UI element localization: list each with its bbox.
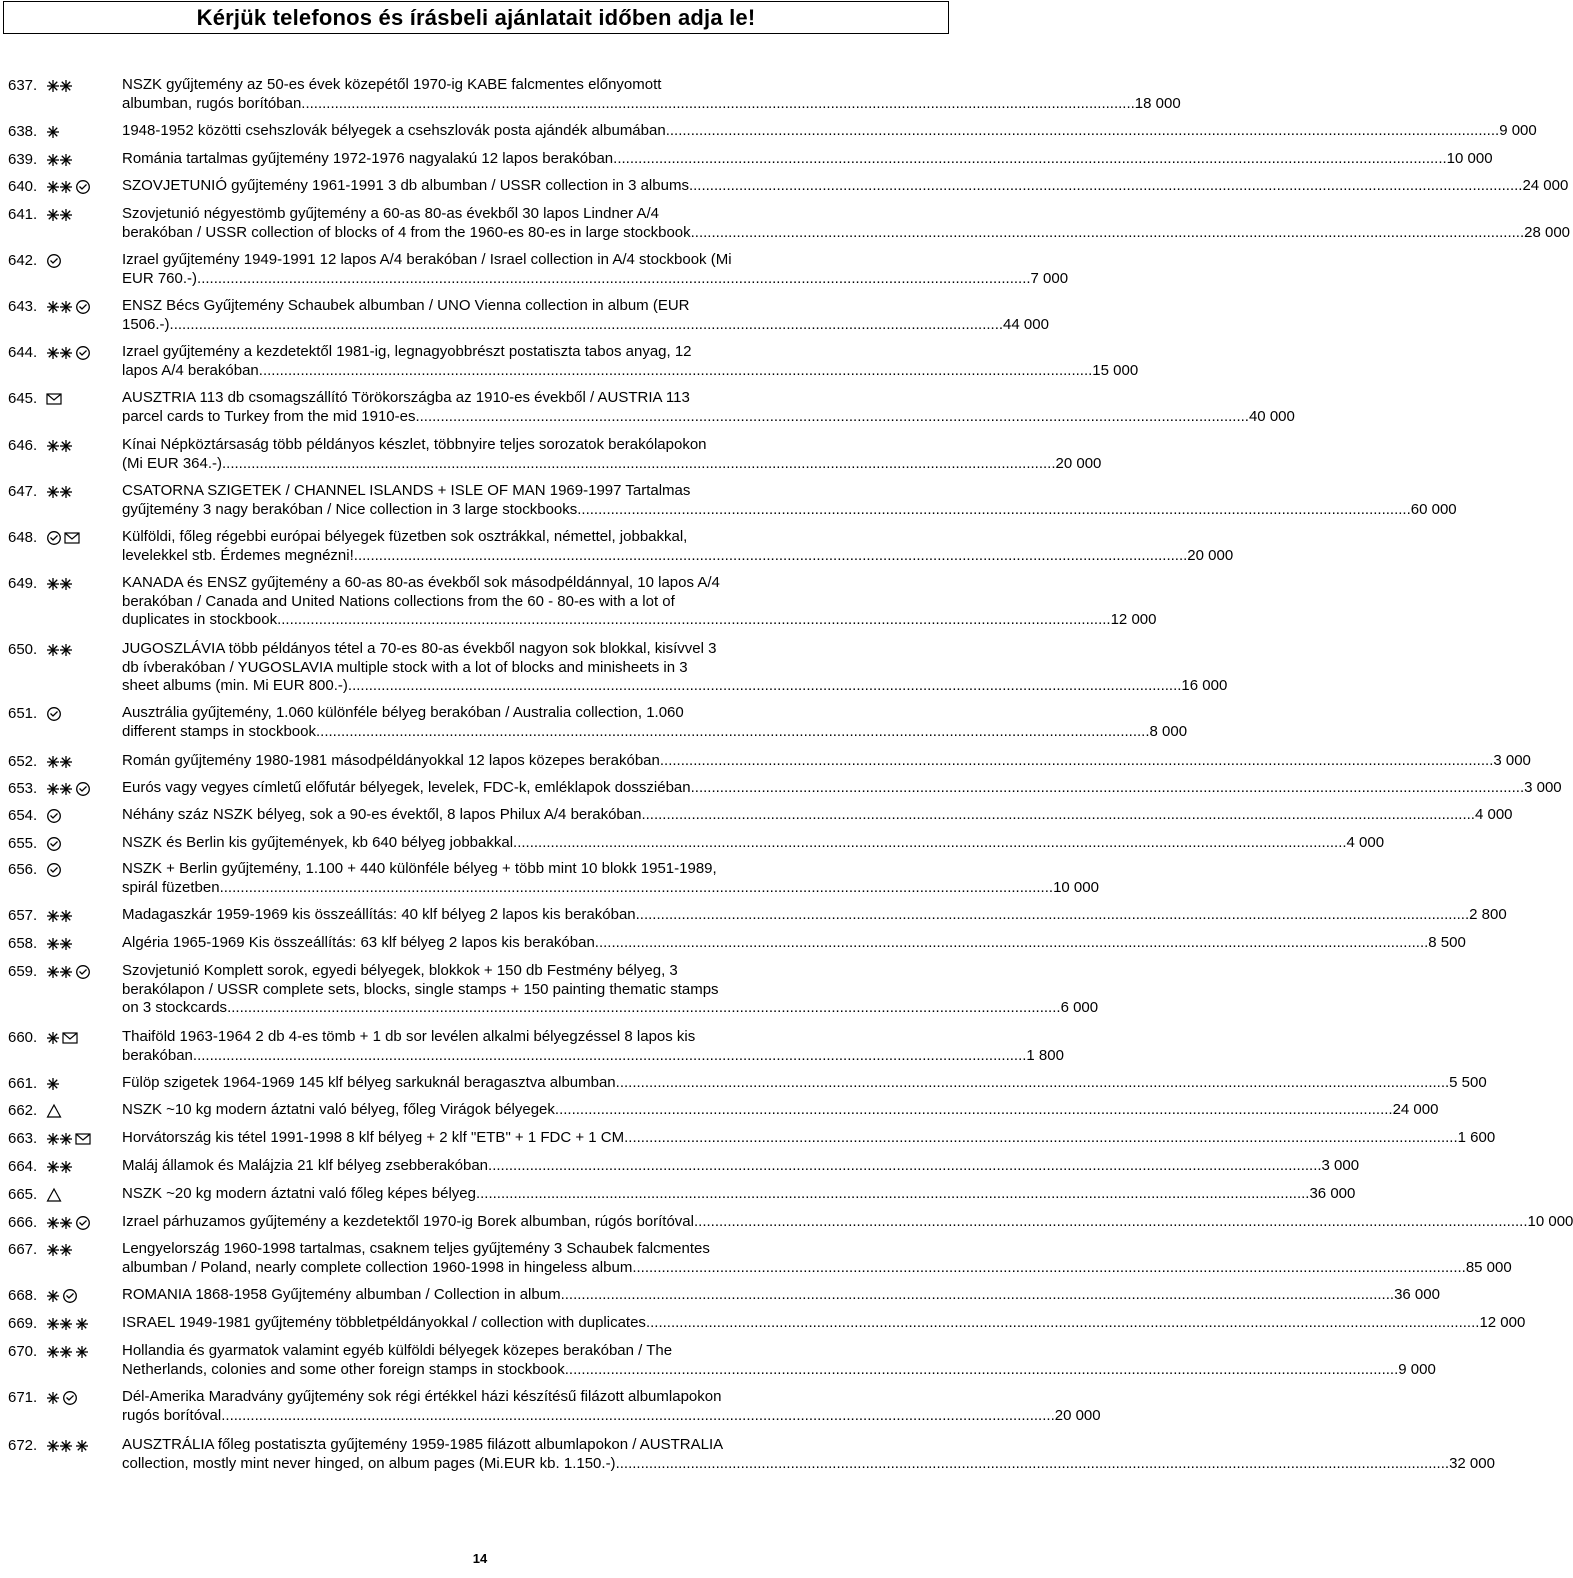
description-line: Madagaszkár 1959-1969 kis összeállítás: 40 klf bélyeg 2 lapos kis berakóban [122, 906, 636, 923]
double-asterisk-icon [46, 1438, 73, 1454]
dot-leader: ........................................................................................................................................................................................................ [577, 500, 1411, 518]
lot-price: 9 000 [1398, 1360, 1436, 1378]
dot-leader: ........................................................................................................................................................................................................ [615, 1074, 1450, 1091]
double-asterisk-icon [46, 484, 73, 500]
lot-number: 644. [8, 344, 38, 361]
lot-description [122, 1185, 1356, 1204]
description-line: KANADA és ENSZ gyűjtemény a 60-as 80-as évekből sok másodpéldánnyal, 10 lapos A/4 [122, 574, 720, 591]
lot-price: 7 000 [1030, 269, 1069, 287]
description-line: NSZK és Berlin kis gyűjtemények, kb 640 bélyeg jobbakkal [122, 834, 514, 851]
description-line: parcel cards to Turkey from the mid 1910-es [122, 407, 416, 425]
dot-leader: ........................................................................................................................................................................................................ [690, 223, 1525, 241]
description-line: Néhány száz NSZK bélyeg, sok a 90-es évektől, 8 lapos Philux A/4 berakóban [122, 806, 642, 823]
lot-price: 4 000 [1346, 834, 1385, 851]
lot-description [122, 389, 1295, 426]
lot-number: 648. [8, 529, 38, 546]
asterisk-icon [46, 124, 60, 140]
condition-icons [46, 908, 73, 924]
description-line: Izrael párhuzamos gyűjtemény a kezdetektől 1970-ig Borek albumban, rúgós borítóval [122, 1213, 694, 1230]
description-line: Dél-Amerika Maradvány gyűjtemény sok régi értékkel házi készítésű filázott albumlapokon [122, 1388, 722, 1405]
double-asterisk-icon [46, 438, 73, 454]
envelope-icon [75, 1132, 91, 1146]
dot-leader: ........................................................................................................................................................................................................ [197, 269, 1031, 287]
description-line: collection, mostly mint never hinged, on album pages (Mi.EUR kb. 1.150.-) [122, 1454, 616, 1472]
dot-leader: ........................................................................................................................................................................................................ [169, 315, 1004, 333]
cancelled-circle-icon [46, 706, 62, 722]
cancelled-circle-icon [75, 299, 91, 315]
cancelled-circle-icon [46, 253, 62, 269]
lot-price: 1 600 [1457, 1129, 1496, 1146]
condition-icons [46, 754, 73, 770]
double-asterisk-icon [46, 754, 73, 770]
lot-price: 5 500 [1449, 1074, 1487, 1091]
description-line: rugós borítóval [122, 1406, 222, 1424]
lot-description [122, 779, 1562, 798]
envelope-icon [64, 531, 80, 545]
description-line: albumban, rugós borítóban [122, 94, 302, 112]
description-line: NSZK ~20 kg modern áztatni való főleg képes bélyeg [122, 1185, 476, 1202]
lot-price: 3 000 [1321, 1157, 1360, 1174]
double-asterisk-icon [46, 207, 73, 223]
description-line: berakóban / Canada and United Nations collections from the 60 - 80-es with a lot of [122, 592, 675, 610]
description-line: berakólapon / USSR complete sets, blocks, single stamps + 150 painting thematic stamps [122, 980, 719, 998]
dot-leader: ........................................................................................................................................................................................................ [688, 177, 1523, 194]
description-line: AUSZTRIA 113 db csomagszállító Törökországba az 1910-es évekből / AUSTRIA 113 [122, 389, 690, 406]
lot-price: 18 000 [1134, 94, 1181, 112]
lot-price: 1 800 [1026, 1046, 1064, 1064]
description-line: NSZK + Berlin gyűjtemény, 1.100 + 440 különféle bélyeg + több mint 10 blokk 1951-1989, [122, 860, 717, 877]
lot-number: 664. [8, 1158, 38, 1175]
dot-leader: ........................................................................................................................................................................................................ [301, 94, 1135, 112]
dot-leader: ........................................................................................................................................................................................................ [347, 677, 1182, 694]
lot-price: 40 000 [1248, 407, 1295, 425]
description-line: Kínai Népköztársaság több példányos készlet, többnyire teljes sorozatok berakólapokon [122, 436, 707, 453]
lot-description [122, 1314, 1526, 1333]
lot-description [122, 1101, 1439, 1120]
dot-leader: ........................................................................................................................................................................................................ [221, 1406, 1055, 1424]
dot-leader: ........................................................................................................................................................................................................ [564, 1360, 1399, 1378]
description-line: different stamps in stockbook [122, 722, 316, 740]
description-line: berakóban / USSR collection of blocks of 4 from the 1960-es 80-es in large stockbook [122, 223, 691, 241]
condition-icons [46, 1103, 62, 1119]
dot-leader: ........................................................................................................................................................................................................ [694, 1213, 1528, 1230]
lot-number: 666. [8, 1214, 38, 1231]
cancelled-circle-icon [46, 530, 62, 546]
lot-price: 12 000 [1110, 611, 1157, 628]
lot-price: 8 500 [1428, 934, 1466, 951]
lot-number: 650. [8, 641, 38, 658]
lot-description [122, 934, 1466, 953]
lot-price: 20 000 [1054, 1406, 1101, 1424]
lot-description [122, 343, 1139, 380]
cancelled-circle-icon [46, 836, 62, 852]
lot-price: 4 000 [1474, 806, 1513, 823]
lot-price: 8 000 [1149, 722, 1188, 740]
condition-icons [46, 1215, 91, 1231]
condition-icons [46, 1187, 62, 1203]
condition-icons [46, 1390, 78, 1406]
lot-price: 28 000 [1524, 223, 1571, 241]
lot-description [122, 1388, 1101, 1425]
lot-description [122, 752, 1531, 771]
description-line: Thaiföld 1963-1964 2 db 4-es tömb + 1 db sor levélen alkalmi bélyegzéssel 8 lapos kis [122, 1028, 696, 1045]
dot-leader: ........................................................................................................................................................................................................ [594, 934, 1429, 951]
lot-number: 645. [8, 390, 38, 407]
lot-description [122, 962, 1099, 1018]
description-line: duplicates in stockbook [122, 611, 278, 628]
dot-leader: ........................................................................................................................................................................................................ [632, 1258, 1466, 1276]
description-line: lapos A/4 berakóban [122, 361, 259, 379]
condition-icons [46, 706, 62, 722]
lot-price: 3 000 [1493, 752, 1531, 769]
description-line: CSATORNA SZIGETEK / CHANNEL ISLANDS + ISLE OF MAN 1969-1997 Tartalmas [122, 482, 691, 499]
double-asterisk-icon [46, 1242, 73, 1258]
envelope-icon [46, 392, 62, 406]
lot-price: 20 000 [1187, 546, 1234, 564]
lot-price: 6 000 [1060, 999, 1099, 1016]
cancelled-circle-icon [75, 781, 91, 797]
condition-icons [46, 1030, 78, 1046]
lot-number: 638. [8, 123, 38, 140]
lot-price: 10 000 [1446, 150, 1493, 167]
description-line: Külföldi, főleg régebbi európai bélyegek füzetben sok osztrákkal, némettel, jobbakkal, [122, 528, 688, 545]
lot-number: 649. [8, 575, 38, 592]
envelope-icon [62, 1031, 78, 1045]
condition-icons [46, 964, 91, 980]
dot-leader: ........................................................................................................................................................................................................ [227, 999, 1061, 1016]
description-line: Maláj államok és Malájzia 21 klf bélyeg zsebberakóban [122, 1157, 489, 1174]
lot-description [122, 834, 1385, 853]
dot-leader: ........................................................................................................................................................................................................ [624, 1129, 1458, 1146]
description-line: Hollandia és gyarmatok valamint egyéb külföldi bélyegek közepes berakóban / The [122, 1342, 673, 1359]
condition-icons [46, 1242, 73, 1258]
lot-price: 36 000 [1394, 1286, 1440, 1303]
condition-icons [46, 391, 62, 407]
asterisk-icon [75, 1438, 89, 1454]
cancelled-circle-icon [62, 1390, 78, 1406]
dot-leader: ........................................................................................................................................................................................................ [690, 779, 1525, 796]
condition-icons [46, 1159, 73, 1175]
cancelled-circle-icon [46, 808, 62, 824]
lot-number: 657. [8, 907, 38, 924]
lot-price: 12 000 [1479, 1314, 1526, 1331]
lot-description [122, 482, 1457, 519]
condition-icons [46, 152, 73, 168]
description-line: Netherlands, colonies and some other foreign stamps in stockbook [122, 1360, 565, 1378]
lot-description [122, 1157, 1360, 1176]
lot-number: 646. [8, 437, 38, 454]
asterisk-icon [46, 1076, 60, 1092]
description-line: EUR 760.-) [122, 269, 198, 287]
double-asterisk-icon [46, 1131, 73, 1147]
lot-number: 663. [8, 1130, 38, 1147]
lot-description [122, 1129, 1496, 1148]
condition-icons [46, 124, 60, 140]
condition-icons [46, 642, 73, 658]
lot-number: 658. [8, 935, 38, 952]
double-asterisk-icon [46, 936, 73, 952]
lot-number: 642. [8, 252, 38, 269]
condition-icons [46, 1316, 89, 1332]
lot-price: 3 000 [1524, 779, 1562, 796]
description-line: Eurós vagy vegyes címletű előfutár bélyegek, levelek, FDC-k, emléklapok dossziéban [122, 779, 691, 796]
dot-leader: ........................................................................................................................................................................................................ [353, 546, 1188, 564]
lot-number: 651. [8, 705, 38, 722]
page-number: 14 [472, 1551, 488, 1566]
description-line: levelekkel stb. Érdemes megnézni! [122, 546, 354, 564]
lot-price: 24 000 [1522, 177, 1569, 194]
description-line: (Mi EUR 364.-) [122, 454, 223, 472]
lot-description [122, 1028, 1064, 1065]
description-line: Román gyűjtemény 1980-1981 másodpéldányokkal 12 lapos közepes berakóban [122, 752, 660, 769]
condition-icons [46, 781, 91, 797]
dot-leader: ........................................................................................................................................................................................................ [659, 752, 1494, 769]
description-line: berakóban [122, 1046, 193, 1064]
description-line: ENSZ Bécs Gyűjtemény Schaubek albumban / UNO Vienna collection in album (EUR [122, 297, 690, 314]
dot-leader: ........................................................................................................................................................................................................ [645, 1314, 1480, 1331]
lot-price: 60 000 [1410, 500, 1457, 518]
lot-price: 15 000 [1092, 361, 1139, 379]
description-line: on 3 stockcards [122, 999, 228, 1016]
lot-number: 661. [8, 1075, 38, 1092]
lot-description [122, 205, 1571, 242]
description-line: sheet albums (min. Mi EUR 800.-) [122, 677, 348, 694]
asterisk-icon [75, 1316, 89, 1332]
lot-number: 668. [8, 1287, 38, 1304]
dot-leader: ........................................................................................................................................................................................................ [615, 1454, 1450, 1472]
dot-leader: ........................................................................................................................................................................................................ [641, 806, 1475, 823]
lot-number: 655. [8, 835, 38, 852]
cancelled-circle-icon [75, 345, 91, 361]
lot-description [122, 1213, 1573, 1232]
lot-number: 637. [8, 77, 38, 94]
dot-leader: ........................................................................................................................................................................................................ [316, 722, 1150, 740]
description-line: Izrael gyűjtemény a kezdetektől 1981-ig, legnagyobbrészt postatiszta tabos anyag, 12 [122, 343, 692, 360]
lot-number: 672. [8, 1437, 38, 1454]
lot-description [122, 640, 1228, 696]
lot-price: 10 000 [1527, 1213, 1573, 1230]
lot-description [122, 76, 1181, 113]
lot-description [122, 1436, 1495, 1473]
dot-leader: ........................................................................................................................................................................................................ [192, 1046, 1027, 1064]
description-line: Izrael gyűjtemény 1949-1991 12 lapos A/4 berakóban / Israel collection in A/4 stockbook (Mi [122, 251, 732, 268]
condition-icons [46, 299, 91, 315]
lot-price: 32 000 [1449, 1454, 1495, 1472]
dot-leader: ........................................................................................................................................................................................................ [219, 878, 1054, 896]
banner-text: Kérjük telefonos és írásbeli ajánlatait időben adja le! [196, 4, 756, 30]
lot-description [122, 1286, 1440, 1305]
cancelled-circle-icon [62, 1288, 78, 1304]
lot-description [122, 150, 1493, 169]
dot-leader: ........................................................................................................................................................................................................ [258, 361, 1093, 379]
cancelled-circle-icon [75, 179, 91, 195]
lot-description [122, 177, 1569, 196]
lot-price: 9 000 [1499, 122, 1537, 139]
lot-number: 659. [8, 963, 38, 980]
lot-number: 643. [8, 298, 38, 315]
lot-price: 24 000 [1392, 1101, 1439, 1118]
dot-leader: ........................................................................................................................................................................................................ [513, 834, 1347, 851]
lot-number: 639. [8, 151, 38, 168]
lot-price: 44 000 [1003, 315, 1049, 333]
lot-price: 16 000 [1181, 677, 1228, 694]
dot-leader: ........................................................................................................................................................................................................ [665, 122, 1500, 139]
cancelled-circle-icon [46, 862, 62, 878]
description-line: Horvátország kis tétel 1991-1998 8 klf bélyeg + 2 klf "ETB" + 1 FDC + 1 CM [122, 1129, 625, 1146]
description-line: albumban / Poland, nearly complete collection 1960-1998 in hingeless album [122, 1258, 633, 1276]
description-line: ROMANIA 1868-1958 Gyűjtemény albumban / Collection in album [122, 1286, 561, 1303]
description-line: Ausztrália gyűjtemény, 1.060 különféle bélyeg berakóban / Australia collection, 1.060 [122, 704, 684, 721]
condition-icons [46, 253, 62, 269]
double-asterisk-icon [46, 1316, 73, 1332]
description-line: Szovjetunió Komplett sorok, egyedi bélyegek, blokkok + 150 db Festmény bélyeg, 3 [122, 962, 678, 979]
dot-leader: ........................................................................................................................................................................................................ [613, 150, 1447, 167]
lot-number: 662. [8, 1102, 38, 1119]
lot-description [122, 251, 1069, 288]
lot-price: 36 000 [1309, 1185, 1356, 1202]
description-line: AUSZTRÁLIA főleg postatiszta gyűjtemény 1959-1985 filázott albumlapokon / AUSTRALIA [122, 1436, 724, 1453]
lot-number: 647. [8, 483, 38, 500]
cancelled-circle-icon [75, 964, 91, 980]
dot-leader: ........................................................................................................................................................................................................ [222, 454, 1056, 472]
lot-number: 667. [8, 1241, 38, 1258]
description-line: spirál füzetben [122, 878, 220, 896]
double-asterisk-icon [46, 964, 73, 980]
description-line: Szovjetunió négyestömb gyűjtemény a 60-as 80-as évekből 30 lapos Lindner A/4 [122, 205, 660, 222]
double-asterisk-icon [46, 299, 73, 315]
lot-description [122, 528, 1234, 565]
condition-icons [46, 836, 62, 852]
description-line: NSZK gyűjtemény az 50-es évek közepétől 1970-ig KABE falcmentes előnyomott [122, 76, 662, 93]
cancelled-circle-icon [75, 1215, 91, 1231]
double-asterisk-icon [46, 179, 73, 195]
lot-price: 10 000 [1053, 878, 1099, 896]
dot-leader: ........................................................................................................................................................................................................ [488, 1157, 1322, 1174]
asterisk-icon [46, 1288, 60, 1304]
double-asterisk-icon [46, 1215, 73, 1231]
description-line: Lengyelország 1960-1998 tartalmas, csaknem teljes gyűjtemény 3 Schaubek falcmentes [122, 1240, 710, 1257]
description-line: Algéria 1965-1969 Kis összeállítás: 63 klf bélyeg 2 lapos kis berakóban [122, 934, 595, 951]
double-asterisk-icon [46, 78, 73, 94]
lot-description [122, 1342, 1436, 1379]
lot-description [122, 704, 1188, 741]
condition-icons [46, 207, 73, 223]
lot-number: 652. [8, 753, 38, 770]
lot-price: 85 000 [1465, 1258, 1512, 1276]
lot-description [122, 122, 1537, 141]
description-line: SZOVJETUNIÓ gyűjtemény 1961-1991 3 db albumban / USSR collection in 3 albums [122, 177, 689, 194]
condition-icons [46, 484, 73, 500]
condition-icons [46, 1288, 78, 1304]
description-line: gyűjtemény 3 nagy berakóban / Nice collection in 3 large stockbooks [122, 500, 578, 518]
lot-description [122, 860, 1099, 897]
lot-description [122, 806, 1513, 825]
dot-leader: ........................................................................................................................................................................................................ [475, 1185, 1310, 1202]
lot-number: 653. [8, 780, 38, 797]
double-asterisk-icon [46, 576, 73, 592]
description-line: NSZK ~10 kg modern áztatni való bélyeg, főleg Virágok bélyegek. [122, 1101, 560, 1118]
lot-description [122, 1074, 1487, 1093]
condition-icons [46, 530, 80, 546]
condition-icons [46, 345, 91, 361]
lot-price: 2 800 [1469, 906, 1507, 923]
lot-number: 640. [8, 178, 38, 195]
description-line: Fülöp szigetek 1964-1969 145 klf bélyeg sarkuknál beragasztva albumban [122, 1074, 616, 1091]
double-asterisk-icon [46, 1344, 73, 1360]
dot-leader: ........................................................................................................................................................................................................ [277, 611, 1111, 628]
double-asterisk-icon [46, 345, 73, 361]
condition-icons [46, 1131, 91, 1147]
double-asterisk-icon [46, 642, 73, 658]
dot-leader: ........................................................................................................................................................................................................ [635, 906, 1470, 923]
description-line: JUGOSZLÁVIA több példányos tétel a 70-es 80-as évekből nagyon sok blokkal, kisívvel 3 [122, 640, 717, 657]
lot-number: 656. [8, 861, 38, 878]
double-asterisk-icon [46, 152, 73, 168]
dot-leader: ........................................................................................................................................................................................................ [559, 1101, 1393, 1118]
triangle-icon [46, 1103, 62, 1119]
condition-icons [46, 78, 73, 94]
condition-icons [46, 936, 73, 952]
lot-number: 671. [8, 1389, 38, 1406]
lot-description [122, 1240, 1512, 1277]
double-asterisk-icon [46, 1159, 73, 1175]
condition-icons [46, 862, 62, 878]
lot-description [122, 574, 1157, 630]
condition-icons [46, 576, 73, 592]
condition-icons [46, 1076, 60, 1092]
lot-description [122, 436, 1102, 473]
dot-leader: ........................................................................................................................................................................................................ [560, 1286, 1395, 1303]
lot-price: 20 000 [1055, 454, 1102, 472]
condition-icons [46, 438, 73, 454]
double-asterisk-icon [46, 908, 73, 924]
double-asterisk-icon [46, 781, 73, 797]
asterisk-icon [75, 1344, 89, 1360]
dot-leader: ........................................................................................................................................................................................................ [415, 407, 1249, 425]
condition-icons [46, 808, 62, 824]
condition-icons [46, 179, 91, 195]
lot-number: 670. [8, 1343, 38, 1360]
triangle-icon [46, 1187, 62, 1203]
lot-number: 665. [8, 1186, 38, 1203]
lot-description [122, 297, 1049, 334]
description-line: db ívberakóban / YUGOSLAVIA multiple stock with a lot of blocks and minisheets in 3 [122, 658, 688, 676]
asterisk-icon [46, 1390, 60, 1406]
lot-number: 654. [8, 807, 38, 824]
description-line: ISRAEL 1949-1981 gyűjtemény többletpéldányokkal / collection with duplicates [122, 1314, 646, 1331]
description-line: 1948-1952 közötti csehszlovák bélyegek a csehszlovák posta ajándék albumában [122, 122, 666, 139]
lot-number: 660. [8, 1029, 38, 1046]
description-line: 1506.-) [122, 315, 170, 333]
description-line: Románia tartalmas gyűjtemény 1972-1976 nagyalakú 12 lapos berakóban [122, 150, 614, 167]
lot-number: 669. [8, 1315, 38, 1332]
asterisk-icon [46, 1030, 60, 1046]
condition-icons [46, 1438, 89, 1454]
condition-icons [46, 1344, 89, 1360]
lot-number: 641. [8, 206, 38, 223]
lot-description [122, 906, 1507, 925]
